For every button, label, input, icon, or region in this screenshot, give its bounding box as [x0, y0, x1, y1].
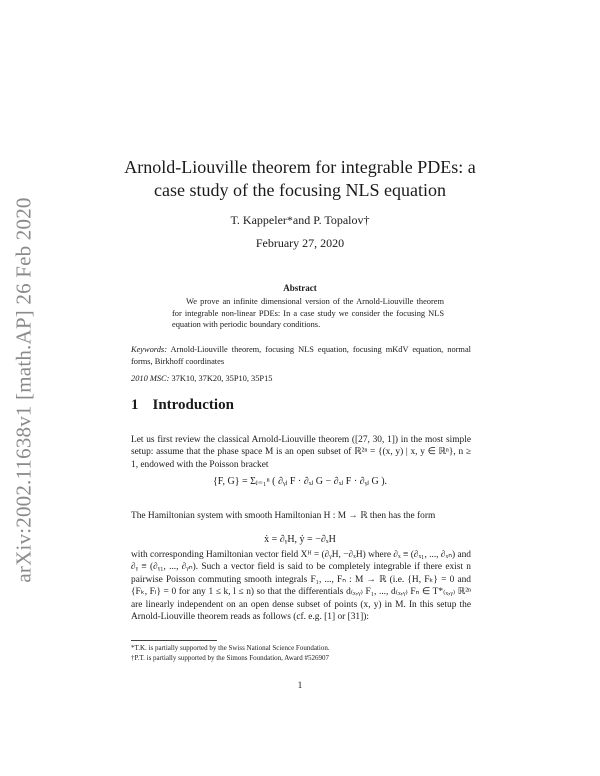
keywords-text: Arnold-Liouville theorem, focusing NLS equation, focusing mKdV equation, normal forms, Birkhoff coordinates: [131, 345, 471, 366]
keywords: [131, 344, 471, 367]
arxiv-watermark: [4, 120, 44, 660]
date: February 27, 2020: [255, 236, 345, 250]
abstract-text: We prove an infinite dimensional version of the Arnold-Liouville theorem for integrable non-linear PDEs: In a case study we consider the focusing NLS equation with periodic boundary conditions.: [172, 297, 444, 330]
abstract-heading: Abstract: [283, 283, 317, 293]
footnote-2: †P.T. is partially supported by the Simons Foundation, Award #526907: [131, 654, 329, 662]
page-number: 1: [297, 681, 303, 691]
intro-paragraph-2: The Hamiltonian system with smooth Hamiltonian H : M → ℝ then has the form: [131, 511, 436, 521]
authors: T. Kappeler*and P. Topalov†: [230, 213, 370, 227]
msc: [131, 374, 471, 383]
section-title: Introduction: [152, 397, 234, 413]
hamiltonian-equation: ẋ = ∂ᵧH, ẏ = −∂ₓH: [264, 534, 336, 545]
arxiv-id-text: arXiv:2002.11638v1 [math.AP] 26 Feb 2020: [11, 197, 36, 583]
intro-paragraph-3: with corresponding Hamiltonian vector field Xᴴ = (∂ᵧH, −∂ₓH) where ∂ₓ ≡ (∂ₓ₁, ..., ∂ₓₙ) and ∂ᵧ ≡ (∂ᵧ₁, ..., ∂ᵧₙ). Such a vector field is said to be completely integrable if there exist n pairwise Poisson commuting smooth integrals F₁, ..., Fₙ : M → ℝ (i.e. {H, Fₖ} = 0 and {Fₖ, Fₗ} = 0 for any 1 ≤ k, l ≤ n) so that the differentials d₍ₓ,ᵧ₎ F₁, ..., d₍ₓ,ᵧ₎ Fₙ ∈ T*₍ₓ,ᵧ₎ ℝ²ⁿ are linearly independent on an open dense subset of points (x, y) in M. In this setup the Arnold-Liouville theorem reads as follows (cf. e.g. [1] or [31]):: [131, 550, 471, 623]
keywords-label: Keywords:: [131, 345, 167, 354]
footnote-1: *T.K. is partially supported by the Swiss National Science Foundation.: [131, 644, 330, 652]
msc-label: 2010 MSC:: [131, 374, 170, 383]
section-heading: [131, 397, 234, 414]
footnote-rule: [131, 640, 217, 641]
intro-paragraph-1: Let us first review the classical Arnold-Liouville theorem ([27, 30, 1]) in the most simple setup: assume that the phase space M is an open subset of ℝ²ⁿ = {(x, y) | x, y ∈ ℝⁿ}, n ≥ 1, endowed with the Poisson bracket: [131, 435, 471, 470]
poisson-bracket-equation: {F, G} = Σⱼ₌₁ⁿ ( ∂ᵧⱼ F · ∂ₓⱼ G − ∂ₓⱼ F · ∂ᵧⱼ G ).: [212, 476, 388, 487]
paper-title: Arnold-Liouville theorem for integrable PDEs: a case study of the focusing NLS equation: [124, 157, 476, 200]
msc-text: 37K10, 37K20, 35P10, 35P15: [171, 374, 273, 383]
section-number: 1: [131, 397, 139, 413]
